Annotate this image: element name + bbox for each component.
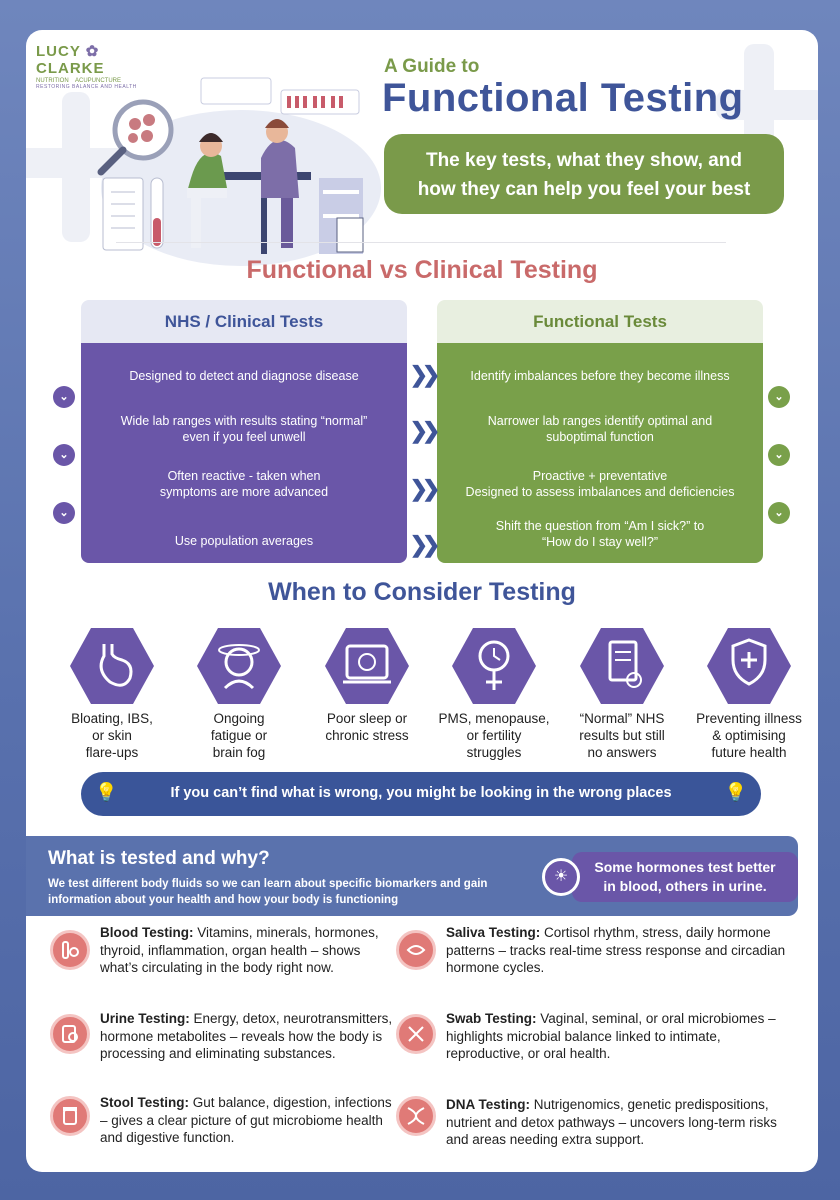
lab-report-icon (580, 626, 664, 706)
chevron-down-icon: ⌄ (53, 444, 75, 466)
comparison-row: Identify imbalances before they become illness (470, 369, 730, 383)
consider-title: When to Consider Testing (268, 578, 576, 606)
saliva-mouth-icon (396, 930, 436, 970)
insight-banner (81, 772, 761, 816)
double-chevron-icon: ❯❯ (409, 476, 435, 501)
page-title: Functional Testing (382, 76, 744, 120)
double-chevron-icon: ❯❯ (409, 362, 435, 387)
lightbulb-icon: ☀ (542, 858, 580, 896)
sleep-icon (325, 626, 409, 706)
chevron-down-icon: ⌄ (768, 444, 790, 466)
swab-icon (396, 1014, 436, 1054)
chevron-down-icon: ⌄ (53, 502, 75, 524)
consider-item-label: Bloating, IBS, or skin flare-ups (71, 711, 153, 760)
brand-logo: LUCY ✿ CLARKE NUTRITION ACUPUNCTURE RESTORING BALANCE AND HEALTH (36, 43, 137, 90)
functional-column-heading: Functional Tests (437, 300, 763, 344)
female-cycle-icon (452, 626, 536, 706)
chevron-down-icon: ⌄ (768, 502, 790, 524)
nhs-column (81, 343, 407, 563)
dna-icon (396, 1096, 436, 1136)
chevron-down-icon: ⌄ (53, 386, 75, 408)
test-description: Stool Testing: Gut balance, digestion, infections – gives a clear picture of gut microbiome health and digestive function. (100, 1095, 392, 1145)
nhs-column-heading: NHS / Clinical Tests (81, 300, 407, 344)
comparison-title: Functional vs Clinical Testing (246, 256, 598, 284)
pre-title: A Guide to (384, 56, 480, 77)
test-description: Urine Testing: Energy, detox, neurotransmitters, hormone metabolites – reveals how the body is processing and eliminating substances. (100, 1011, 393, 1061)
subtitle-line: The key tests, what they show, and (425, 150, 743, 171)
consider-item-label: Ongoing fatigue or brain fog (210, 711, 268, 760)
comparison-row: Narrower lab ranges identify optimal and suboptimal function (487, 414, 713, 444)
lightbulb-icon: 💡 (95, 782, 118, 802)
comparison-row: Wide lab ranges with results stating “normal” even if you feel unwell (120, 414, 368, 444)
comparison-row: Designed to detect and diagnose disease (129, 369, 359, 383)
lightbulb-icon: 💡 (724, 782, 747, 802)
health-shield-icon (707, 626, 791, 706)
blood-tube-icon (50, 930, 90, 970)
test-description: Saliva Testing: Cortisol rhythm, stress, daily hormone patterns – tracks real-time stress response and circadian hormone cycles. (446, 925, 786, 975)
urine-sample-icon (50, 1014, 90, 1054)
hormone-hint: Some hormones test better in blood, others in urine. (572, 852, 798, 902)
comparison-row: Use population averages (174, 534, 314, 548)
insight-text: If you can’t find what is wrong, you might be looking in the wrong places (170, 785, 672, 801)
double-chevron-icon: ❯❯ (409, 418, 435, 443)
consider-item-label: Poor sleep or chronic stress (325, 711, 409, 743)
comparison-row: Proactive + preventative Designed to assess imbalances and deficiencies (465, 469, 735, 499)
infographic-card (26, 30, 818, 1172)
lab-illustration (91, 68, 381, 268)
double-chevron-icon: ❯❯ (409, 532, 435, 557)
chevron-down-icon: ⌄ (768, 386, 790, 408)
section-divider (116, 242, 726, 243)
consider-item-label: Preventing illness & optimising future health (696, 711, 802, 760)
tested-title: What is tested and why? (48, 848, 270, 869)
functional-column (437, 343, 763, 563)
subtitle-line: how they can help you feel your best (417, 179, 751, 200)
comparison-row: Often reactive - taken when symptoms are more advanced (159, 469, 329, 499)
test-description: Blood Testing: Vitamins, minerals, hormones, thyroid, inflammation, organ health – shows what’s circulating in the body right now. (100, 925, 379, 975)
consider-item-label: PMS, menopause, or fertility struggles (438, 711, 550, 760)
stomach-icon (70, 626, 154, 706)
test-description: Swab Testing: Vaginal, seminal, or oral microbiomes – highlights microbial balance linked to intimate, reproductive, or oral health. (446, 1011, 776, 1061)
test-description: DNA Testing: Nutrigenomics, genetic predispositions, nutrient and detox pathways – uncovers long-term risks and areas needing extra support. (446, 1097, 777, 1147)
fatigue-head-icon (197, 626, 281, 706)
tested-subtitle: We test different body fluids so we can learn about specific biomarkers and gain information about your health and how your body is functioning (48, 878, 488, 906)
subtitle-banner (384, 134, 784, 214)
comparison-row: Shift the question from “Am I sick?” to “How do I stay well?” (495, 519, 705, 549)
consider-item-label: “Normal” NHS results but still no answers (579, 711, 665, 760)
stool-sample-icon (50, 1096, 90, 1136)
